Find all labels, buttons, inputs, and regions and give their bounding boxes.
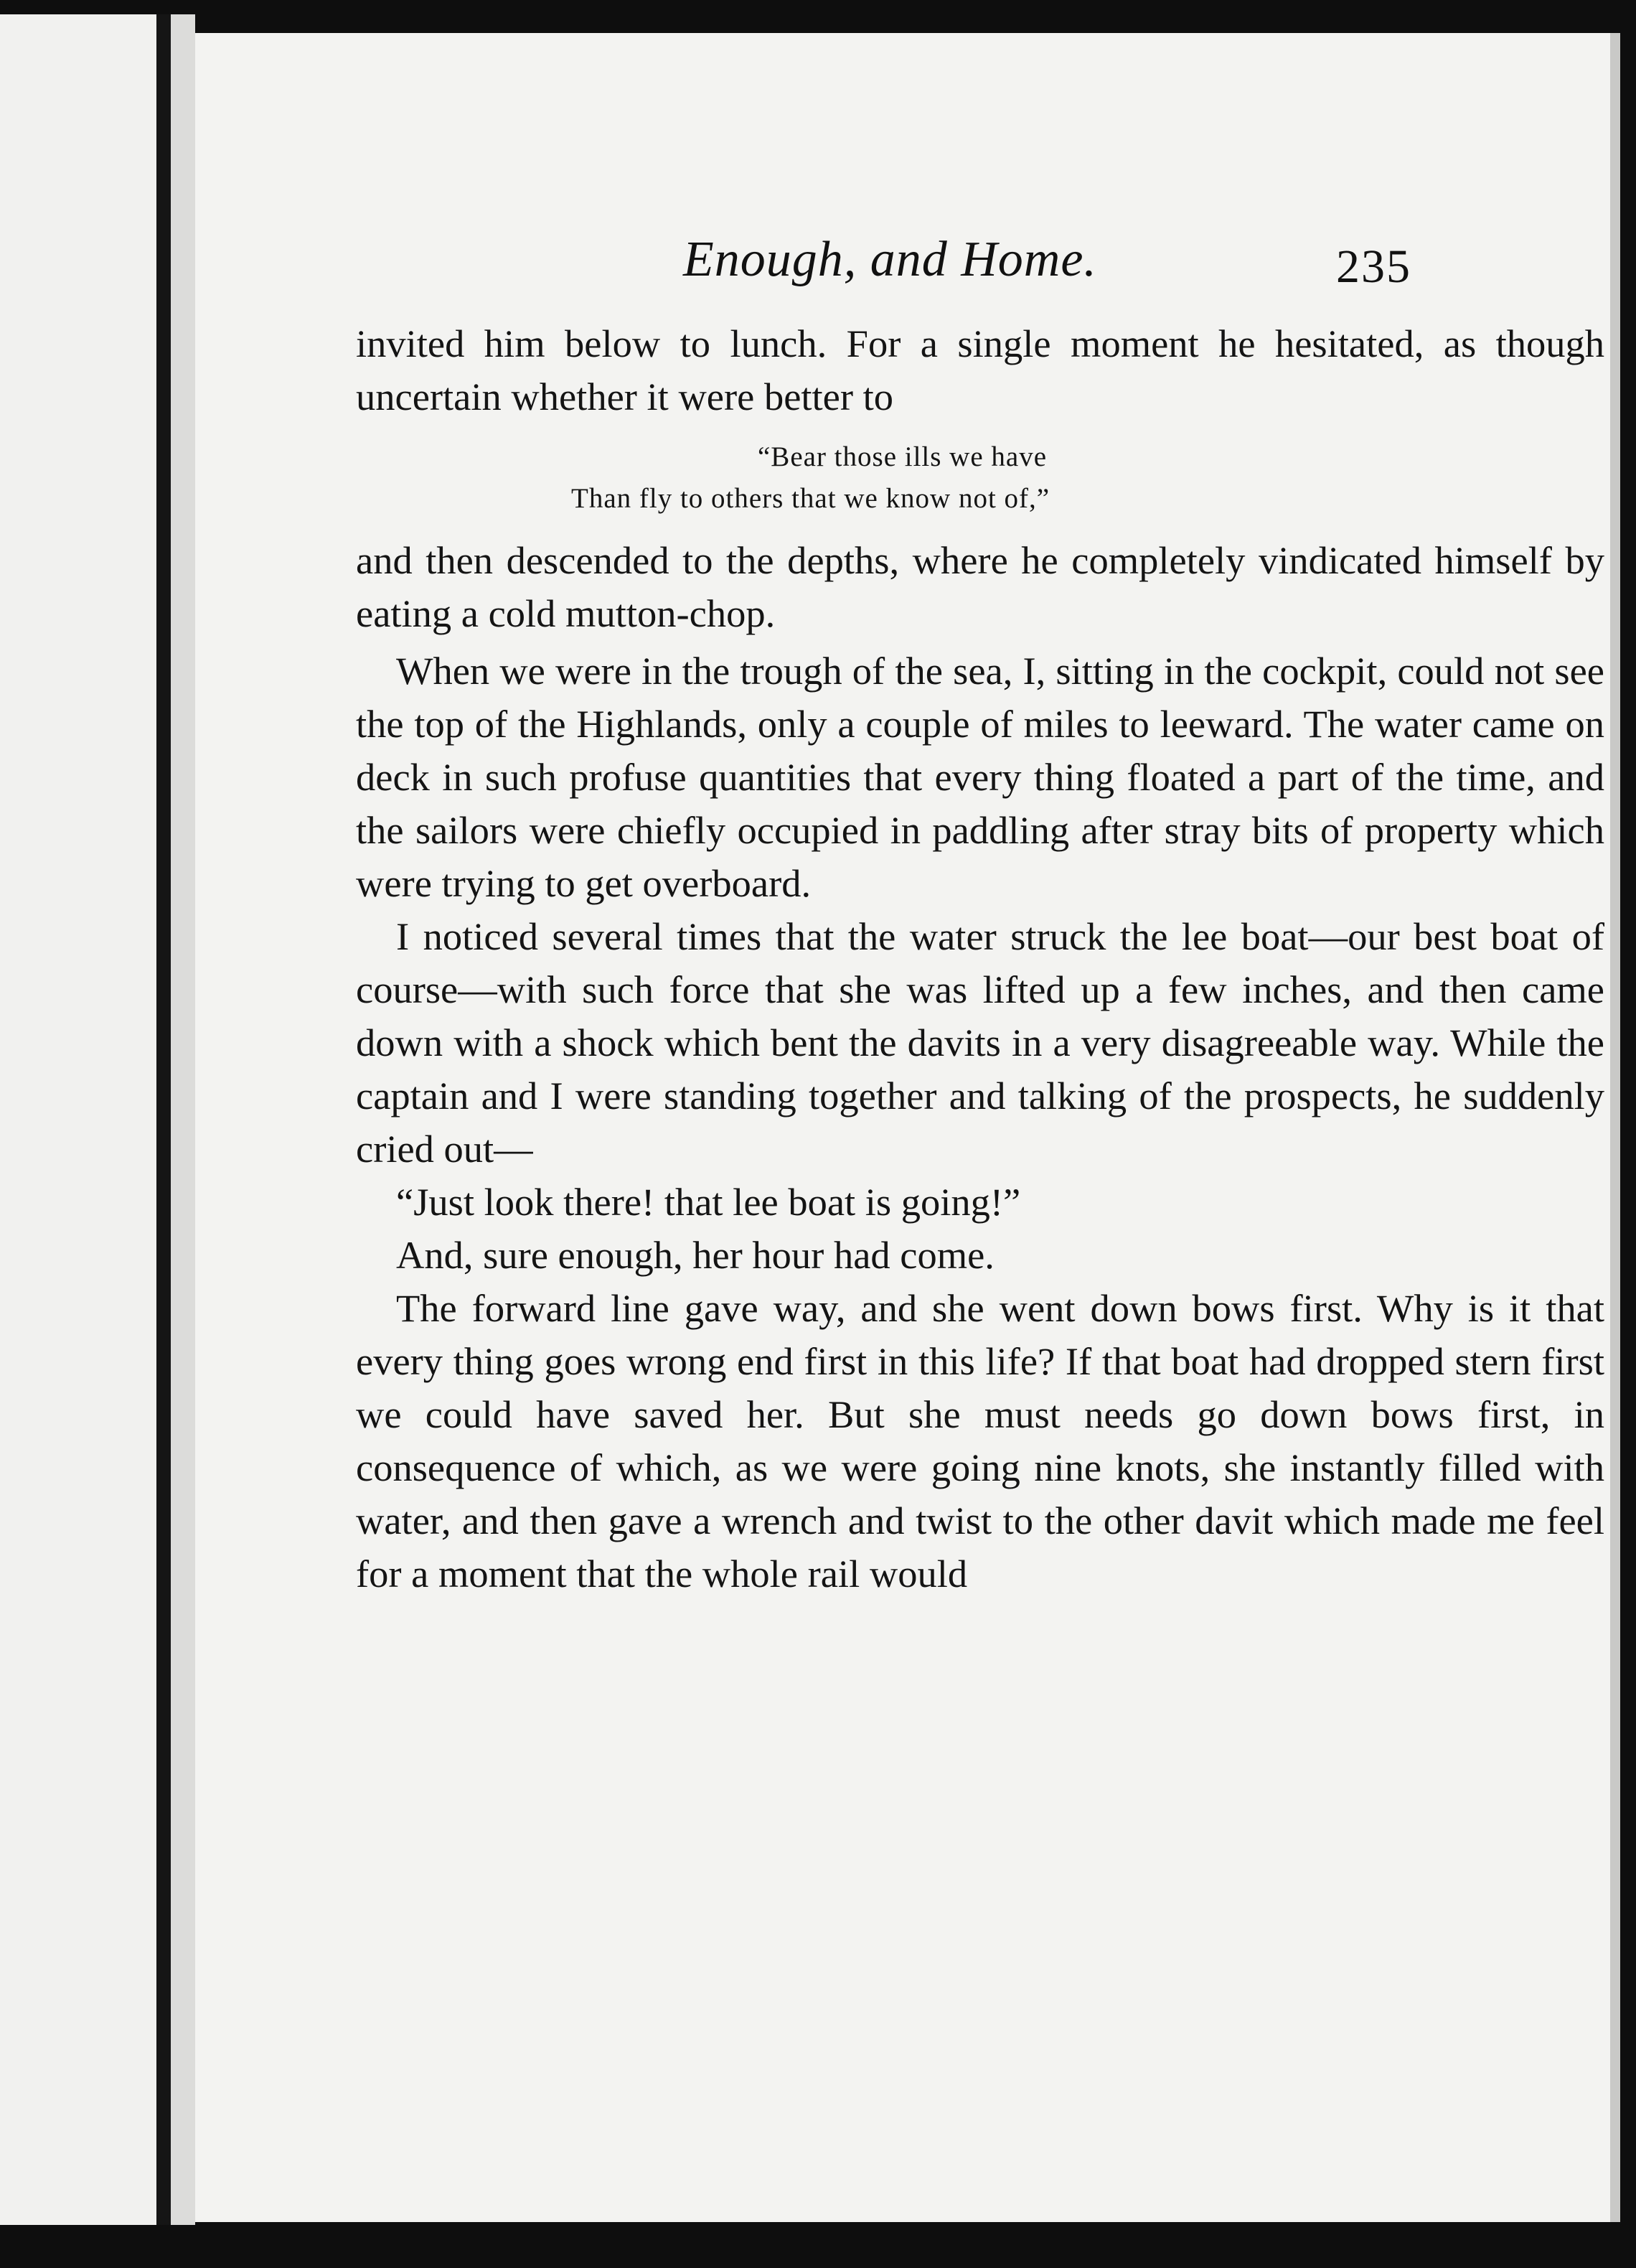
binding-shadow xyxy=(156,14,171,2225)
paragraph-4: I noticed several times that the water struck the lee boat—our best boat of course—with such force that she was lifted up a few inches, and then came down with a shock which bent the davits in a very disagreeable way. While the captain and I were standing together and talking of the prospects, he suddenly cried out— xyxy=(356,914,1604,1171)
gutter xyxy=(171,14,195,2225)
quoted-exclamation: “Just look there! that lee boat is going!” xyxy=(396,1180,1021,1224)
body-text xyxy=(356,317,1604,1601)
facing-page-edge xyxy=(0,14,156,2225)
page-edge-shadow xyxy=(1610,33,1620,2222)
verse-line-2: Than fly to others that we know not of,” xyxy=(571,483,1050,514)
running-head xyxy=(195,202,1620,293)
paragraph-7: The forward line gave way, and she went down bows first. Why is it that every thing goes wrong end first in this life? If that boat had dropped stern first we could have saved her. But she must needs go down bows first, in consequence of which, as we were going nine knots, she instantly filled with water, and then gave a wrench and twist to the other davit which made me feel for a moment that the whole rail would xyxy=(356,1286,1604,1595)
paragraph-1: invited him below to lunch. For a single moment he hesitated, as though uncertain whether it were better to xyxy=(356,322,1604,418)
verse-line-1: “Bear those ills we have xyxy=(758,441,1048,472)
book-page xyxy=(195,33,1620,2222)
paragraph-6: And, sure enough, her hour had come. xyxy=(396,1233,995,1277)
verse-quotation xyxy=(356,436,1604,520)
page-number: 235 xyxy=(1336,240,1411,293)
paragraph-3: When we were in the trough of the sea, I, sitting in the cockpit, could not see the top of the Highlands, only a couple of miles to leeward. The water came on deck in such profuse quantities that every thing floated a part of the time, and the sailors were chiefly occupied in paddling after stray bits of property which were trying to get overboard. xyxy=(356,649,1604,905)
paragraph-2: and then descended to the depths, where he completely vindicated himself by eating a cold mutton-chop. xyxy=(356,538,1604,635)
running-head-title: Enough, and Home. xyxy=(683,232,1097,287)
